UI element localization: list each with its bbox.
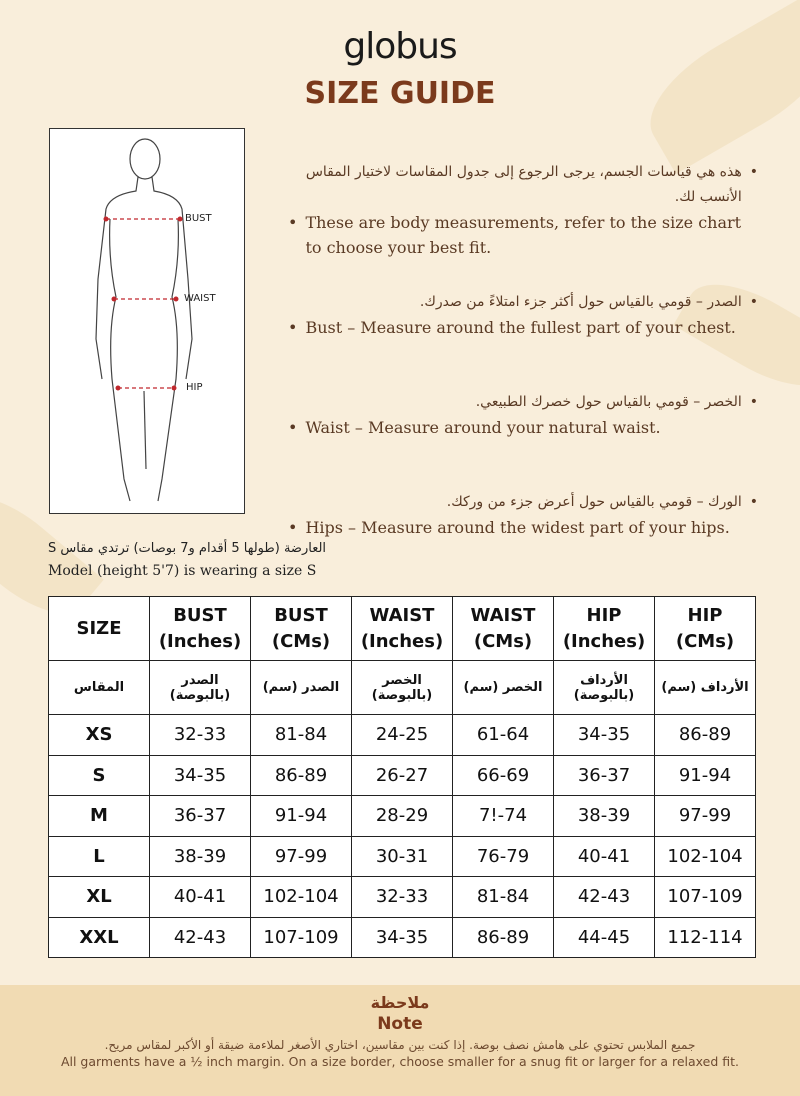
column-header-ar: الخصر (بالبوصة) bbox=[352, 661, 453, 715]
size-cell: L bbox=[49, 836, 150, 877]
header-label: BUST bbox=[274, 604, 328, 626]
header-label: WAIST bbox=[369, 604, 435, 626]
measurement-cell: 34-35 bbox=[554, 715, 655, 756]
model-info-ar: العارضة (طولها 5 أقدام و7 بوصات) ترتدي مقاس S bbox=[48, 541, 327, 556]
measurement-cell: 36-37 bbox=[554, 755, 655, 796]
header-label: BUST bbox=[173, 604, 227, 626]
column-header bbox=[655, 597, 756, 661]
instruction-ar: • هذه هي قياسات الجسم، يرجى الرجوع إلى جدول المقاسات لاختيار المقاس الأنسب لك. bbox=[288, 160, 758, 210]
table-row bbox=[49, 796, 756, 837]
column-header bbox=[49, 597, 150, 661]
measurement-instructions bbox=[288, 160, 758, 570]
measurement-cell: 61-64 bbox=[453, 715, 554, 756]
measurement-cell: 26-27 bbox=[352, 755, 453, 796]
measurement-cell: 86-89 bbox=[251, 755, 352, 796]
measurement-cell: 40-41 bbox=[554, 836, 655, 877]
measurement-cell: 91-94 bbox=[655, 755, 756, 796]
header-label: HIP bbox=[687, 604, 723, 626]
measurement-cell: 112-114 bbox=[655, 917, 756, 958]
measurement-cell: 42-43 bbox=[150, 917, 251, 958]
note-title-ar: ملاحظة bbox=[370, 993, 430, 1012]
body-outline-illustration bbox=[50, 129, 246, 515]
measurement-cell: 38-39 bbox=[554, 796, 655, 837]
note-text-ar: جميع الملابس تحتوي على هامش نصف بوصة. إذا كنت بين مقاسين، اختاري الأصغر لملاءمة ضيقة أو الأكبر لمقاس مريح. bbox=[104, 1038, 696, 1052]
measurement-cell: 86-89 bbox=[453, 917, 554, 958]
column-header-ar: المقاس bbox=[49, 661, 150, 715]
measurement-cell: 97-99 bbox=[251, 836, 352, 877]
instruction-ar: • الصدر – قومي بالقياس حول أكثر جزء امتلاءً من صدرك. bbox=[288, 290, 758, 315]
measurement-cell: 34-35 bbox=[352, 917, 453, 958]
column-header bbox=[150, 597, 251, 661]
column-header-ar: الصدر (بالبوصة) bbox=[150, 661, 251, 715]
table-row bbox=[49, 917, 756, 958]
measurement-cell: 42-43 bbox=[554, 877, 655, 918]
measurement-cell: 76-79 bbox=[453, 836, 554, 877]
measurement-cell: 36-37 bbox=[150, 796, 251, 837]
instruction-group bbox=[288, 390, 758, 440]
bust-label: BUST bbox=[185, 213, 212, 224]
column-header bbox=[352, 597, 453, 661]
note-title-en: Note bbox=[377, 1014, 423, 1034]
header-unit: (CMs) bbox=[271, 630, 331, 652]
header-label: WAIST bbox=[470, 604, 536, 626]
column-header bbox=[453, 597, 554, 661]
measurement-cell: 7!-74 bbox=[453, 796, 554, 837]
header-unit: (Inches) bbox=[360, 630, 444, 652]
page-title: SIZE GUIDE bbox=[304, 76, 496, 111]
column-header-ar: الأرداف (بالبوصة) bbox=[554, 661, 655, 715]
size-cell: XL bbox=[49, 877, 150, 918]
note-text-en: All garments have a ½ inch margin. On a size border, choose smaller for a snug fit or larger for a relaxed fit. bbox=[60, 1054, 740, 1069]
brand-logo: globus bbox=[343, 26, 457, 67]
header-label: HIP bbox=[586, 604, 622, 626]
table-row bbox=[49, 836, 756, 877]
header-row bbox=[49, 597, 756, 661]
measurement-cell: 28-29 bbox=[352, 796, 453, 837]
hip-label: HIP bbox=[186, 382, 203, 393]
measurement-cell: 107-109 bbox=[655, 877, 756, 918]
measurement-cell: 86-89 bbox=[655, 715, 756, 756]
size-cell: XS bbox=[49, 715, 150, 756]
size-chart-table bbox=[48, 596, 756, 958]
size-cell: M bbox=[49, 796, 150, 837]
measurement-cell: 30-31 bbox=[352, 836, 453, 877]
table-row bbox=[49, 877, 756, 918]
column-header-ar: الصدر (سم) bbox=[251, 661, 352, 715]
table-row bbox=[49, 715, 756, 756]
instruction-group bbox=[288, 160, 758, 260]
measurement-cell: 91-94 bbox=[251, 796, 352, 837]
measurement-cell: 24-25 bbox=[352, 715, 453, 756]
column-header bbox=[554, 597, 655, 661]
instruction-en: • These are body measurements, refer to the size chart to choose your best fit. bbox=[288, 210, 758, 260]
instruction-ar: • الورك – قومي بالقياس حول أعرض جزء من وركك. bbox=[288, 490, 758, 515]
header-label: SIZE bbox=[76, 617, 122, 639]
instruction-en: • Waist – Measure around your natural waist. bbox=[288, 415, 758, 440]
measurement-cell: 32-33 bbox=[352, 877, 453, 918]
measurement-cell: 38-39 bbox=[150, 836, 251, 877]
column-header-ar: الخصر (سم) bbox=[453, 661, 554, 715]
table-row bbox=[49, 755, 756, 796]
model-info-en: Model (height 5'7) is wearing a size S bbox=[48, 563, 317, 579]
measurement-cell: 44-45 bbox=[554, 917, 655, 958]
instruction-en: • Bust – Measure around the fullest part of your chest. bbox=[288, 315, 758, 340]
instruction-group bbox=[288, 490, 758, 540]
measurement-cell: 34-35 bbox=[150, 755, 251, 796]
instruction-ar: • الخصر – قومي بالقياس حول خصرك الطبيعي. bbox=[288, 390, 758, 415]
instruction-group bbox=[288, 290, 758, 340]
measurement-cell: 107-109 bbox=[251, 917, 352, 958]
header-unit: (Inches) bbox=[562, 630, 646, 652]
measurement-cell: 81-84 bbox=[453, 877, 554, 918]
column-header-ar: الأرداف (سم) bbox=[655, 661, 756, 715]
instruction-en: • Hips – Measure around the widest part of your hips. bbox=[288, 515, 758, 540]
measurement-cell: 97-99 bbox=[655, 796, 756, 837]
measurement-cell: 66-69 bbox=[453, 755, 554, 796]
measurement-cell: 102-104 bbox=[251, 877, 352, 918]
header-row-arabic bbox=[49, 661, 756, 715]
model-info bbox=[48, 538, 326, 582]
header-unit: (CMs) bbox=[675, 630, 735, 652]
waist-label: WAIST bbox=[184, 293, 216, 304]
size-cell: XXL bbox=[49, 917, 150, 958]
measurement-cell: 81-84 bbox=[251, 715, 352, 756]
column-header bbox=[251, 597, 352, 661]
size-cell: S bbox=[49, 755, 150, 796]
header-unit: (CMs) bbox=[473, 630, 533, 652]
measurement-cell: 40-41 bbox=[150, 877, 251, 918]
header-unit: (Inches) bbox=[158, 630, 242, 652]
note-footer bbox=[0, 985, 800, 1096]
measurement-cell: 32-33 bbox=[150, 715, 251, 756]
measurement-cell: 102-104 bbox=[655, 836, 756, 877]
body-measurement-figure bbox=[49, 128, 245, 514]
